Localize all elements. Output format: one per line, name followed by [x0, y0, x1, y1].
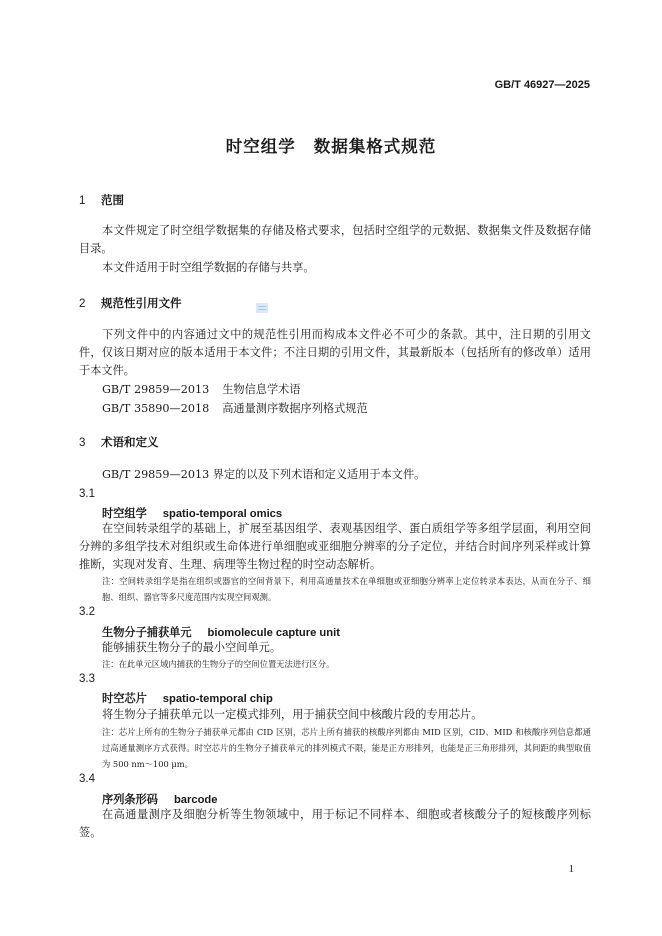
section-title: 规范性引用文件	[101, 296, 182, 310]
term-entry	[102, 791, 217, 807]
term-definition: 在高通量测序及细胞分析等生物领域中，用于标记不同样本、细胞或者核酸分子的短核酸序列标签。	[79, 808, 591, 839]
note-label: 注：	[102, 659, 119, 669]
reference-code: GB/T 35890—2018	[102, 402, 210, 415]
section-2-paragraph: 下列文件中的内容通过文中的规范性引用而构成本文件必不可少的条款。其中，注日期的引用文件，仅该日期对应的版本适用于本文件；不注日期的引用文件，其最新版本（包括所有的修改单）适用于本文件。	[79, 328, 591, 377]
note-text: 在此单元区域内捕获的生物分子的空间位置无法进行区分。	[118, 659, 335, 669]
note-label: 注：	[102, 727, 119, 737]
section-3-heading	[79, 434, 159, 450]
section-3-intro: GB/T 29859—2013 界定的以及下列术语和定义适用于本文件。	[102, 468, 426, 481]
term-note	[102, 724, 591, 772]
reference-code: GB/T 29859—2013	[102, 383, 210, 396]
term-entry	[102, 505, 282, 521]
term-definition: 能够捕获生物分子的最小空间单元。	[102, 641, 282, 654]
term-zh: 时空芯片	[102, 692, 147, 705]
term-entry	[102, 624, 340, 640]
term-zh: 序列条形码	[102, 793, 158, 806]
standard-number: GB/T 46927—2025	[494, 79, 590, 91]
term-number: 3.4	[79, 773, 95, 785]
note-text: 芯片上所有的生物分子捕获单元都由 CID 区别，芯片上所有捕获的核酸序列都由 MID 区别，CID、MID 和核酸序列信息都通过高通量测序方式获得。时空芯片的生物分子捕获单元的排列模式不限，能是正方形排列，也能是正三角形排列，其间距的典型取值为 500 nm～100 μm。	[102, 727, 591, 769]
term-en: spatio-temporal chip	[162, 693, 273, 705]
term-zh: 生物分子捕获单元	[102, 626, 192, 639]
reference-item	[102, 381, 301, 397]
term-en: spatio-temporal omics	[162, 508, 283, 520]
section-1-heading	[79, 192, 124, 208]
term-number: 3.1	[79, 488, 95, 500]
term-number: 3.3	[79, 673, 95, 685]
title-part-1: 时空组学	[225, 137, 296, 156]
section-1-paragraph-1: 本文件规定了时空组学数据集的存储及格式要求，包括时空组学的元数据、数据集文件及数据存储目录。	[79, 224, 591, 255]
page-number: 1	[568, 863, 574, 875]
reference-item	[102, 400, 368, 416]
reference-title: 生物信息学术语	[222, 383, 301, 396]
term-definition: 在空间转录组学的基础上，扩展至基因组学、表观基因组学、蛋白质组学等多组学层面，利用空间分辨的多组学技术对组织或生命体进行单细胞或亚细胞分辨率的分子定位，并结合时间序列采样或计算推断，实现对发育、生理、病理等生物过程的时空动态解析。	[79, 522, 591, 571]
term-number: 3.2	[79, 606, 95, 618]
term-en: biomolecule capture unit	[207, 627, 340, 639]
term-definition: 将生物分子捕获单元以一定模式排列，用于捕获空间中核酸片段的专用芯片。	[102, 708, 483, 721]
term-note	[102, 573, 591, 605]
term-entry	[102, 690, 273, 706]
reference-title: 高通量测序数据序列格式规范	[222, 402, 368, 415]
term-en: barcode	[173, 794, 218, 806]
section-2-heading	[79, 295, 182, 311]
section-number: 2	[79, 298, 86, 310]
section-1-paragraph-2: 本文件适用于时空组学数据的存储与共享。	[102, 261, 315, 274]
watermark-icon	[256, 303, 268, 313]
section-number: 3	[79, 437, 86, 449]
term-note	[102, 656, 591, 672]
title-part-2: 数据集格式规范	[313, 137, 437, 156]
section-title: 范围	[101, 193, 124, 207]
term-zh: 时空组学	[102, 507, 147, 520]
document-title	[0, 133, 662, 157]
section-title: 术语和定义	[101, 435, 159, 449]
note-text: 空间转录组学是指在组织或器官的空间背景下，利用高通量技术在单细胞或亚细胞分辨率上定位转录本表达，从而在分子、细胞、组织、器官等多尺度范围内实现空间观测。	[102, 576, 591, 602]
section-number: 1	[79, 195, 86, 207]
note-label: 注：	[102, 576, 120, 586]
